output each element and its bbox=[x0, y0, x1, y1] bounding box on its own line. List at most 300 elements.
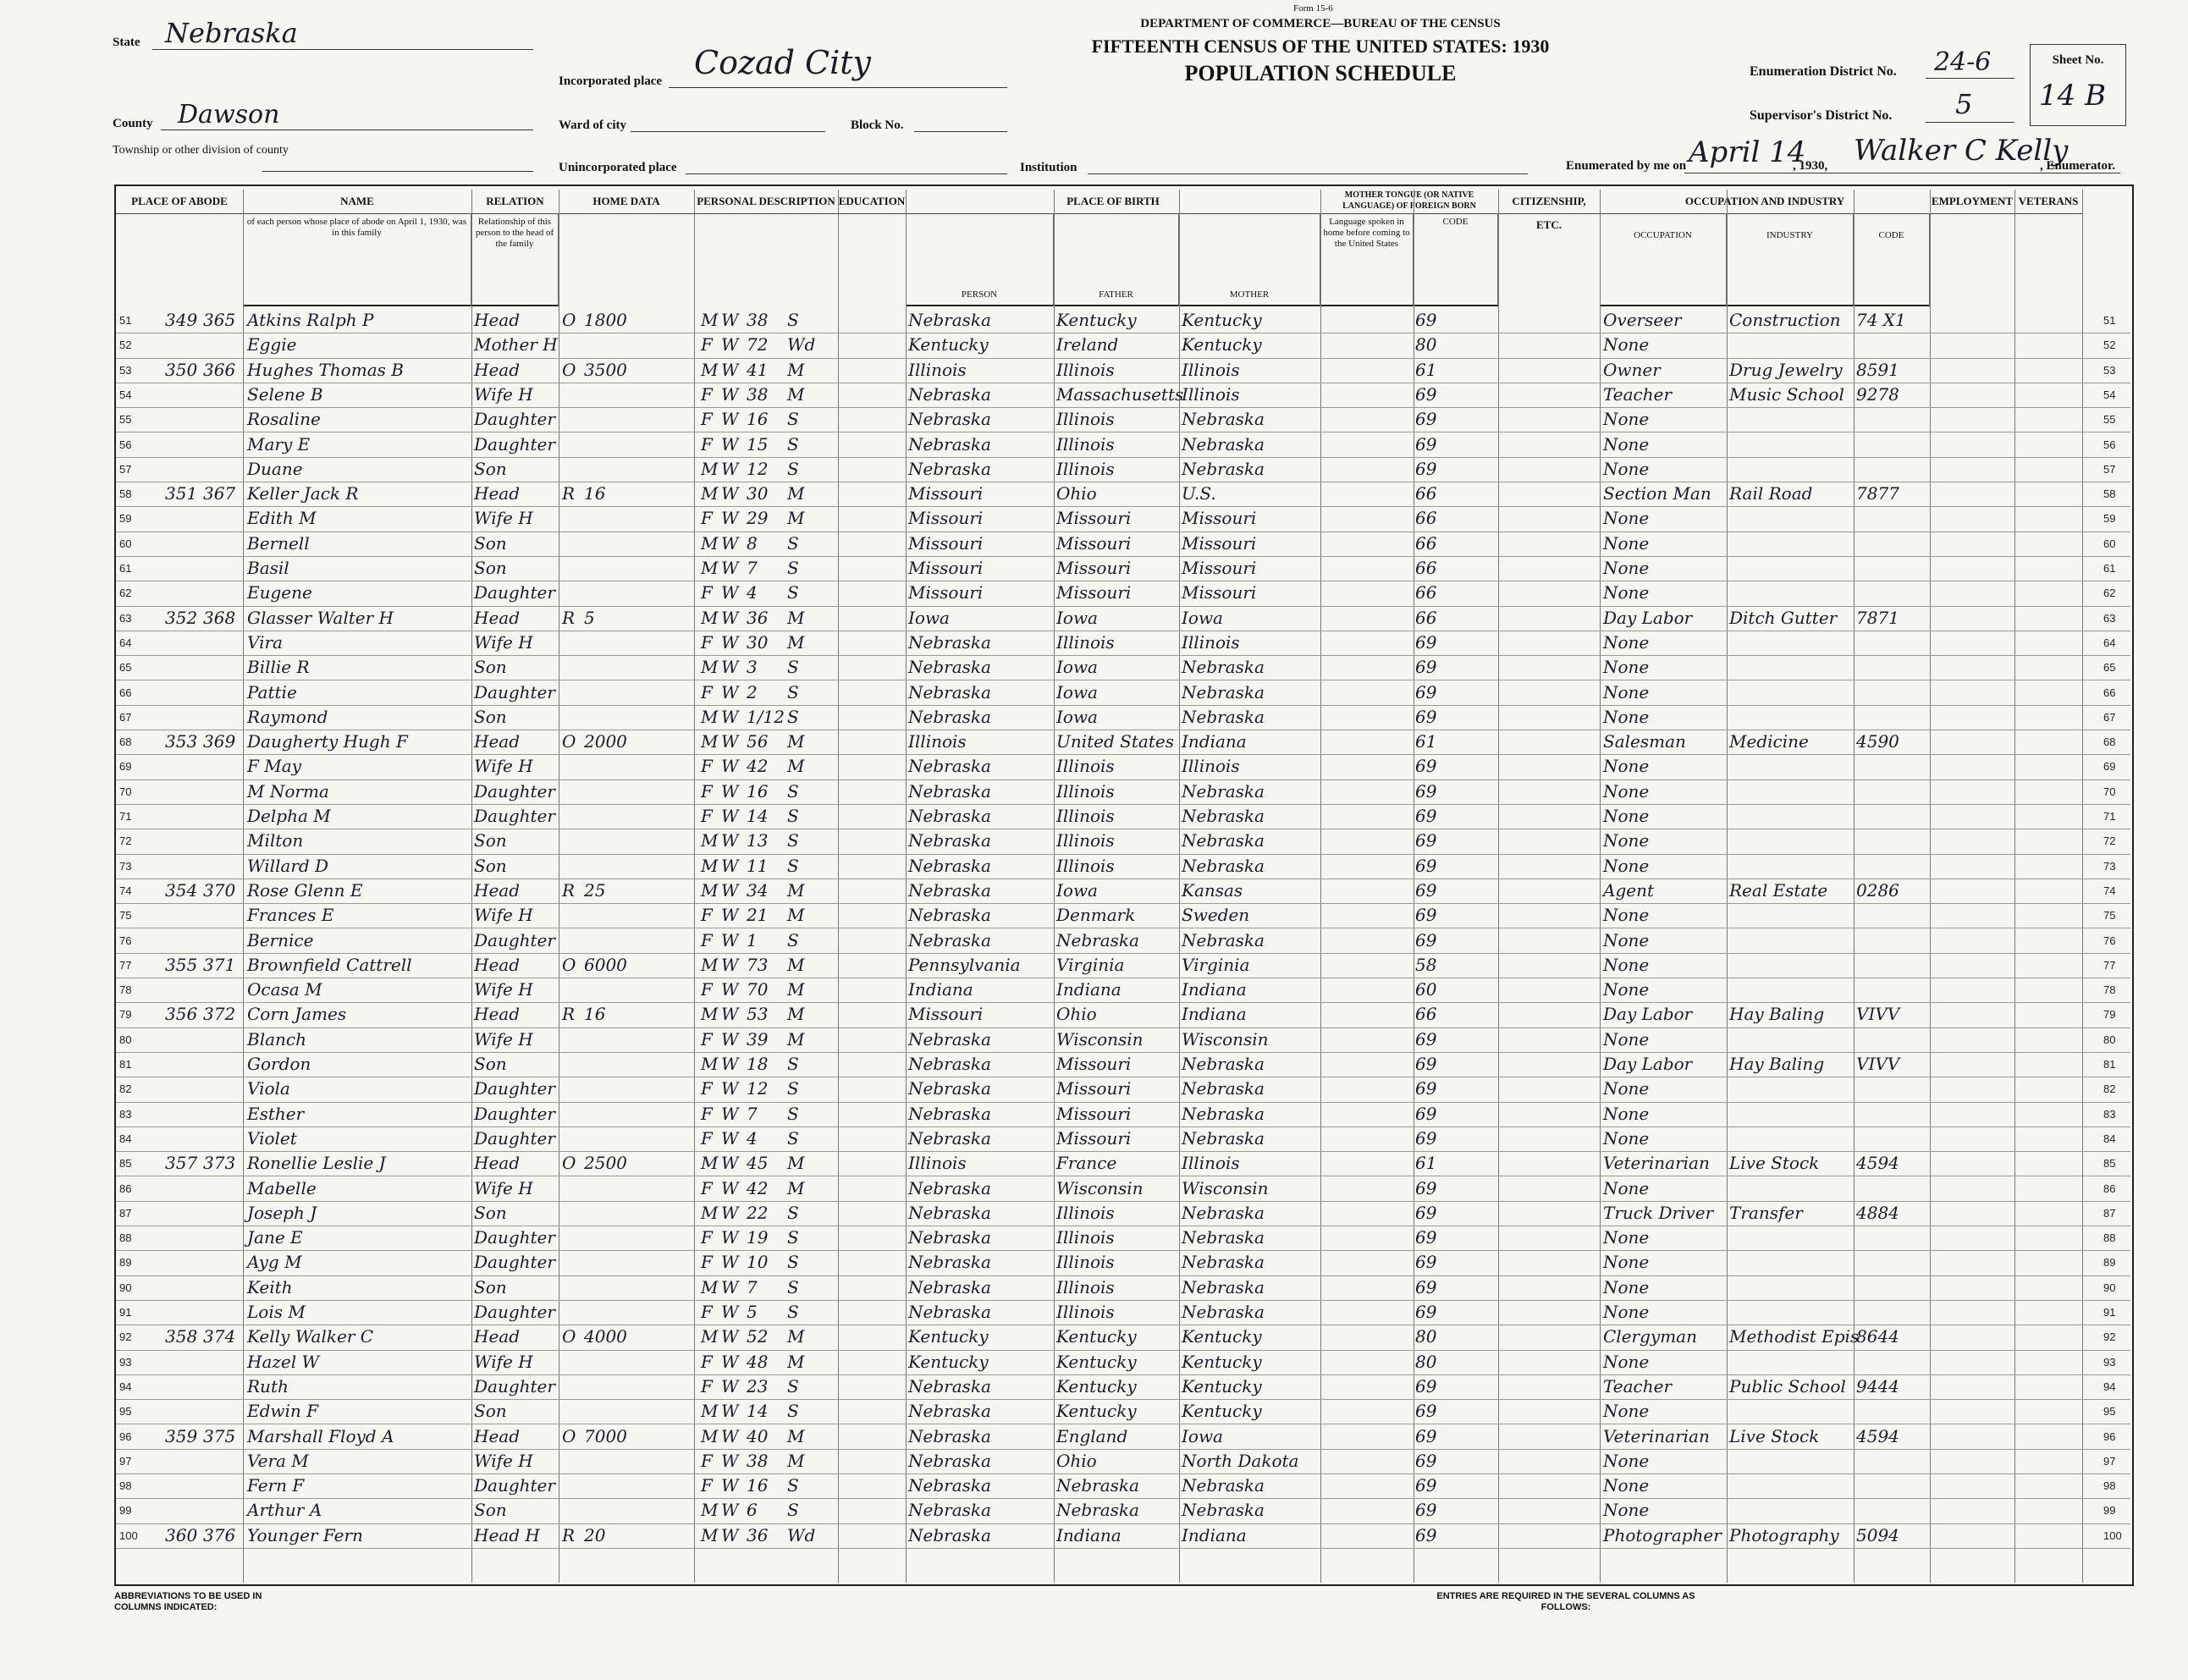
race: W bbox=[721, 1252, 739, 1273]
person-name: Ayg M bbox=[247, 1252, 302, 1273]
table-row bbox=[116, 308, 2130, 333]
occupation-code: 9444 bbox=[1856, 1375, 1899, 1396]
occupation: Veterinarian bbox=[1603, 1153, 1710, 1174]
dwelling-number: 356 bbox=[165, 1004, 198, 1025]
birthplace-father: Ohio bbox=[1056, 1004, 1097, 1025]
line-number-right: 65 bbox=[2103, 661, 2116, 675]
line-number: 93 bbox=[119, 1355, 132, 1369]
birthplace-person: Nebraska bbox=[908, 905, 991, 926]
line-number-right: 95 bbox=[2103, 1405, 2116, 1418]
home-tenure: O bbox=[562, 1326, 576, 1347]
home-value bbox=[584, 1052, 643, 1077]
race: W bbox=[721, 433, 739, 454]
home-value: 1800 bbox=[584, 310, 627, 330]
relation: Son bbox=[474, 458, 507, 479]
age: 15 bbox=[747, 433, 769, 454]
relation: Head bbox=[474, 483, 521, 504]
occupation-code bbox=[1856, 1226, 1928, 1250]
table-row bbox=[116, 655, 2130, 680]
occupation-code: 7871 bbox=[1856, 607, 1899, 628]
age: 22 bbox=[747, 1202, 769, 1223]
birthplace-person: Missouri bbox=[908, 532, 984, 554]
race: W bbox=[721, 1450, 739, 1471]
occupation-code bbox=[1856, 532, 1928, 556]
line-number-right: 91 bbox=[2103, 1306, 2116, 1319]
race: W bbox=[721, 458, 739, 479]
table-row bbox=[116, 1399, 2130, 1424]
state-label: State bbox=[113, 36, 141, 49]
dwelling-number bbox=[165, 680, 203, 705]
unincorporated-label: Unincorporated place bbox=[559, 161, 677, 174]
home-value bbox=[584, 1250, 643, 1275]
occupation: None bbox=[1603, 1450, 1650, 1471]
industry bbox=[1729, 1250, 1852, 1275]
birthplace-father: Illinois bbox=[1056, 359, 1115, 380]
home-value bbox=[584, 779, 643, 804]
dwelling-number: 353 bbox=[165, 731, 198, 752]
industry bbox=[1729, 705, 1852, 730]
age: 5 bbox=[747, 1302, 758, 1322]
person-name: Eugene bbox=[247, 582, 312, 603]
sex: M bbox=[701, 879, 719, 901]
birthplace-father: Illinois bbox=[1056, 458, 1115, 479]
birthplace-person: Missouri bbox=[908, 483, 984, 504]
birthplace-father: Iowa bbox=[1056, 657, 1098, 678]
table-row bbox=[116, 1226, 2130, 1251]
dwelling-number bbox=[165, 457, 203, 482]
birthplace-father: Missouri bbox=[1056, 1103, 1132, 1124]
line-number-right: 73 bbox=[2103, 859, 2116, 873]
birthplace-person: Nebraska bbox=[908, 1524, 991, 1545]
occupation-code: VIVV bbox=[1856, 1054, 1900, 1074]
occupation: Day Labor bbox=[1603, 607, 1693, 628]
line-number: 91 bbox=[119, 1306, 132, 1319]
birthplace-person: Nebraska bbox=[908, 1500, 991, 1521]
line-number-right: 93 bbox=[2103, 1355, 2116, 1369]
sex: F bbox=[701, 905, 713, 926]
family-number bbox=[203, 928, 241, 953]
occupation-code bbox=[1856, 457, 1928, 482]
home-tenure bbox=[562, 1275, 581, 1300]
birthplace-father: Illinois bbox=[1056, 1302, 1115, 1322]
line-number: 61 bbox=[119, 562, 132, 575]
line-number: 78 bbox=[119, 983, 132, 997]
industry bbox=[1729, 1077, 1852, 1101]
occupation-code: VIVV bbox=[1856, 1004, 1900, 1025]
home-value bbox=[584, 581, 643, 605]
line-number-right: 69 bbox=[2103, 760, 2116, 774]
age: 12 bbox=[747, 1078, 769, 1099]
person-name: Rose Glenn E bbox=[247, 879, 363, 901]
enumerated-date: April 14 bbox=[1689, 135, 1806, 169]
race: W bbox=[721, 1475, 739, 1496]
home-value: 25 bbox=[584, 879, 606, 901]
industry bbox=[1729, 854, 1852, 879]
sex: F bbox=[701, 1351, 713, 1372]
dwelling-number bbox=[165, 854, 203, 879]
home-tenure: O bbox=[562, 359, 576, 380]
age: 6 bbox=[747, 1500, 758, 1521]
enumerated-year: , 1930, bbox=[1793, 159, 1828, 173]
table-row bbox=[116, 1449, 2130, 1474]
birthplace-mother: Nebraska bbox=[1182, 409, 1265, 430]
person-name: Blanch bbox=[247, 1028, 306, 1049]
birthplace-code: 69 bbox=[1415, 1375, 1437, 1396]
birthplace-father: Kentucky bbox=[1056, 1401, 1137, 1422]
marital-status: M bbox=[787, 1004, 805, 1025]
birthplace-father: Illinois bbox=[1056, 1202, 1115, 1223]
occupation: None bbox=[1603, 1078, 1650, 1099]
home-tenure bbox=[562, 1201, 581, 1226]
line-number: 66 bbox=[119, 686, 132, 699]
sex: M bbox=[701, 1153, 719, 1174]
sex: F bbox=[701, 508, 713, 529]
home-value bbox=[584, 1300, 643, 1325]
relation: Daughter bbox=[474, 1103, 555, 1124]
family-number bbox=[203, 1275, 241, 1300]
sex: M bbox=[701, 310, 719, 330]
marital-status: S bbox=[787, 706, 799, 727]
age: 38 bbox=[747, 1450, 769, 1471]
birthplace-person: Nebraska bbox=[908, 879, 991, 901]
table-row bbox=[116, 779, 2130, 805]
birthplace-mother: Nebraska bbox=[1182, 830, 1265, 851]
relation: Head bbox=[474, 731, 521, 752]
race: W bbox=[721, 1028, 739, 1049]
occupation: Day Labor bbox=[1603, 1054, 1693, 1074]
home-value bbox=[584, 978, 643, 1002]
dwelling-number bbox=[165, 1473, 203, 1498]
birthplace-person: Nebraska bbox=[908, 458, 991, 479]
enum-district-value: 24-6 bbox=[1934, 47, 1992, 77]
relation: Son bbox=[474, 1054, 507, 1074]
age: 41 bbox=[747, 359, 769, 380]
dwelling-number: 350 bbox=[165, 359, 198, 380]
home-tenure: R bbox=[562, 483, 576, 504]
table-row bbox=[116, 606, 2130, 631]
dwelling-number: 354 bbox=[165, 879, 198, 901]
marital-status: Wd bbox=[787, 334, 816, 355]
family-number bbox=[203, 779, 241, 804]
sex: F bbox=[701, 979, 713, 1000]
home-value bbox=[584, 1374, 643, 1399]
person-name: Rosaline bbox=[247, 409, 321, 430]
occupation: Section Man bbox=[1603, 483, 1711, 504]
line-number-right: 62 bbox=[2103, 587, 2116, 600]
line-number: 80 bbox=[119, 1033, 132, 1046]
sex: F bbox=[701, 1103, 713, 1124]
relation: Daughter bbox=[474, 1127, 555, 1148]
relation: Head bbox=[474, 1004, 521, 1025]
birthplace-code: 69 bbox=[1415, 1177, 1437, 1198]
birthplace-code: 69 bbox=[1415, 1227, 1437, 1248]
occupation: None bbox=[1603, 582, 1650, 603]
birthplace-father: Missouri bbox=[1056, 1127, 1132, 1148]
race: W bbox=[721, 1078, 739, 1099]
marital-status: M bbox=[787, 905, 805, 926]
birthplace-father: Illinois bbox=[1056, 855, 1115, 876]
occupation: Day Labor bbox=[1603, 1004, 1693, 1025]
family-number bbox=[203, 333, 241, 357]
birthplace-mother: Indiana bbox=[1182, 979, 1247, 1000]
marital-status: M bbox=[787, 1450, 805, 1471]
marital-status: S bbox=[787, 310, 799, 330]
line-number-right: 66 bbox=[2103, 686, 2116, 699]
occupation: None bbox=[1603, 1276, 1650, 1297]
line-number-right: 59 bbox=[2103, 512, 2116, 526]
birthplace-father: Massachusetts bbox=[1056, 383, 1184, 405]
sheet-label: Sheet No. bbox=[2052, 53, 2104, 67]
table-row bbox=[116, 754, 2130, 779]
incorporated-value: Cozad City bbox=[694, 44, 871, 81]
birthplace-code: 61 bbox=[1415, 1153, 1437, 1174]
home-value bbox=[584, 1201, 643, 1226]
line-number-right: 74 bbox=[2103, 884, 2116, 897]
occupation: None bbox=[1603, 954, 1650, 975]
occupation: None bbox=[1603, 806, 1650, 826]
race: W bbox=[721, 631, 739, 653]
birthplace-code: 61 bbox=[1415, 731, 1437, 752]
birthplace-father: Iowa bbox=[1056, 879, 1098, 901]
home-tenure bbox=[562, 928, 581, 953]
dwelling-number bbox=[165, 1201, 203, 1226]
age: 38 bbox=[747, 310, 769, 330]
occupation-code bbox=[1856, 407, 1928, 432]
relation: Head bbox=[474, 607, 521, 628]
occupation-code bbox=[1856, 705, 1928, 730]
occupation-code bbox=[1856, 1250, 1928, 1275]
birthplace-mother: Kentucky bbox=[1182, 310, 1262, 330]
line-number: 75 bbox=[119, 909, 132, 923]
person-name: Vera M bbox=[247, 1450, 309, 1471]
line-number: 53 bbox=[119, 363, 132, 377]
birthplace-code: 69 bbox=[1415, 1475, 1437, 1496]
birthplace-mother: Wisconsin bbox=[1182, 1177, 1269, 1198]
line-number: 52 bbox=[119, 339, 132, 352]
birthplace-father: Illinois bbox=[1056, 433, 1115, 454]
enumerator-suffix: , Enumerator. bbox=[2040, 159, 2116, 173]
person-name: Hughes Thomas B bbox=[247, 359, 404, 380]
home-value: 5 bbox=[584, 607, 595, 628]
home-tenure bbox=[562, 383, 581, 407]
home-tenure: R bbox=[562, 879, 576, 901]
birthplace-mother: Missouri bbox=[1182, 558, 1257, 578]
marital-status: S bbox=[787, 1127, 799, 1148]
home-value: 2000 bbox=[584, 731, 627, 752]
occupation-code bbox=[1856, 754, 1928, 779]
family-number bbox=[203, 1077, 241, 1101]
family-number bbox=[203, 854, 241, 879]
marital-status: M bbox=[787, 954, 805, 975]
sheet-box bbox=[2030, 44, 2126, 126]
home-value bbox=[584, 1473, 643, 1498]
occupation-code bbox=[1856, 556, 1928, 581]
occupation-code bbox=[1856, 1275, 1928, 1300]
home-value bbox=[584, 928, 643, 953]
head-father: FATHER bbox=[1054, 213, 1179, 306]
person-name: Mabelle bbox=[247, 1177, 317, 1198]
birthplace-code: 69 bbox=[1415, 1524, 1437, 1545]
family-number bbox=[203, 1473, 241, 1498]
race: W bbox=[721, 409, 739, 430]
race: W bbox=[721, 929, 739, 950]
table-row bbox=[116, 631, 2130, 656]
marital-status: S bbox=[787, 806, 799, 826]
birthplace-person: Nebraska bbox=[908, 1054, 991, 1074]
marital-status: M bbox=[787, 756, 805, 777]
birthplace-person: Illinois bbox=[908, 731, 967, 752]
person-name: Atkins Ralph P bbox=[247, 310, 374, 330]
birthplace-mother: Missouri bbox=[1182, 532, 1257, 554]
home-tenure bbox=[562, 1102, 581, 1126]
relation: Daughter bbox=[474, 929, 555, 950]
occupation-code bbox=[1856, 804, 1928, 829]
sex: F bbox=[701, 1227, 713, 1248]
line-number-right: 52 bbox=[2103, 339, 2116, 352]
marital-status: S bbox=[787, 855, 799, 876]
home-value bbox=[584, 829, 643, 853]
line-number-right: 71 bbox=[2103, 810, 2116, 823]
occupation-code: 4590 bbox=[1856, 731, 1899, 752]
person-name: Vira bbox=[247, 631, 283, 653]
sex: M bbox=[701, 954, 719, 975]
dwelling-number bbox=[165, 705, 203, 730]
occupation-code bbox=[1856, 333, 1928, 357]
family-number: 371 bbox=[203, 954, 236, 975]
age: 7 bbox=[747, 1103, 758, 1124]
family-number bbox=[203, 1399, 241, 1424]
industry: Photography bbox=[1729, 1524, 1839, 1545]
person-name: Corn James bbox=[247, 1004, 347, 1025]
age: 45 bbox=[747, 1153, 769, 1174]
family-number bbox=[203, 804, 241, 829]
county-value: Dawson bbox=[178, 100, 280, 129]
home-value bbox=[584, 457, 643, 482]
age: 11 bbox=[747, 855, 769, 876]
occupation: None bbox=[1603, 780, 1650, 801]
birthplace-father: Illinois bbox=[1056, 1252, 1115, 1273]
birthplace-code: 69 bbox=[1415, 830, 1437, 851]
race: W bbox=[721, 905, 739, 926]
person-name: Kelly Walker C bbox=[247, 1326, 374, 1347]
occupation-code bbox=[1856, 655, 1928, 680]
line-number: 69 bbox=[119, 760, 132, 774]
relation: Head bbox=[474, 879, 521, 901]
birthplace-father: Wisconsin bbox=[1056, 1028, 1144, 1049]
family-number bbox=[203, 581, 241, 605]
home-value bbox=[584, 333, 643, 357]
birthplace-person: Illinois bbox=[908, 359, 967, 380]
birthplace-mother: U.S. bbox=[1182, 483, 1216, 504]
dwelling-number bbox=[165, 532, 203, 556]
person-name: Jane E bbox=[247, 1227, 303, 1248]
group-home-data: HOME DATA bbox=[559, 190, 695, 214]
sex: M bbox=[701, 483, 719, 504]
home-value bbox=[584, 1350, 643, 1374]
family-number bbox=[203, 1126, 241, 1151]
occupation: None bbox=[1603, 979, 1650, 1000]
sex: M bbox=[701, 607, 719, 628]
occupation: Truck Driver bbox=[1603, 1202, 1714, 1223]
birthplace-mother: Nebraska bbox=[1182, 806, 1265, 826]
dwelling-number: 349 bbox=[165, 310, 198, 330]
person-name: Joseph J bbox=[247, 1202, 317, 1223]
birthplace-person: Nebraska bbox=[908, 1276, 991, 1297]
race: W bbox=[721, 681, 739, 702]
dwelling-number bbox=[165, 1226, 203, 1250]
line-number-right: 94 bbox=[2103, 1380, 2116, 1393]
line-number-right: 88 bbox=[2103, 1231, 2116, 1245]
birthplace-mother: Illinois bbox=[1182, 383, 1240, 405]
birthplace-code: 69 bbox=[1415, 855, 1437, 876]
relation: Head bbox=[474, 1326, 521, 1347]
home-value bbox=[584, 903, 643, 928]
sex: M bbox=[701, 855, 719, 876]
marital-status: M bbox=[787, 1326, 805, 1347]
birthplace-person: Nebraska bbox=[908, 855, 991, 876]
occupation-code bbox=[1856, 779, 1928, 804]
sex: F bbox=[701, 383, 713, 405]
birthplace-father: Denmark bbox=[1056, 905, 1136, 926]
birthplace-code: 69 bbox=[1415, 780, 1437, 801]
age: 73 bbox=[747, 954, 769, 975]
age: 72 bbox=[747, 334, 769, 355]
table-row bbox=[116, 432, 2130, 458]
dwelling-number bbox=[165, 556, 203, 581]
occupation: None bbox=[1603, 1475, 1650, 1496]
sex: M bbox=[701, 532, 719, 554]
birthplace-father: Missouri bbox=[1056, 1078, 1132, 1099]
head-code: CODE bbox=[1414, 213, 1498, 306]
line-number: 55 bbox=[119, 413, 132, 427]
line-number: 64 bbox=[119, 636, 132, 649]
birthplace-person: Nebraska bbox=[908, 433, 991, 454]
race: W bbox=[721, 855, 739, 876]
home-value bbox=[584, 1449, 643, 1473]
birthplace-person: Nebraska bbox=[908, 806, 991, 826]
occupation: None bbox=[1603, 532, 1650, 554]
relation: Daughter bbox=[474, 1475, 555, 1496]
sex: F bbox=[701, 409, 713, 430]
supervisor-label: Supervisor's District No. bbox=[1750, 108, 1893, 123]
home-value bbox=[584, 1176, 643, 1201]
birthplace-mother: Nebraska bbox=[1182, 1054, 1265, 1074]
birthplace-father: United States bbox=[1056, 731, 1174, 752]
group-mother-tongue: MOTHER TONGUE (OR NATIVE LANGUAGE) OF FOREIGN BORN bbox=[1320, 190, 1499, 214]
person-name: Basil bbox=[247, 558, 289, 578]
line-number: 83 bbox=[119, 1107, 132, 1121]
relation: Head bbox=[474, 310, 521, 330]
occupation: None bbox=[1603, 1401, 1650, 1422]
person-name: Younger Fern bbox=[247, 1524, 363, 1545]
birthplace-person: Nebraska bbox=[908, 1302, 991, 1322]
occupation-code bbox=[1856, 506, 1928, 531]
occupation: None bbox=[1603, 929, 1650, 950]
industry bbox=[1729, 556, 1852, 581]
industry bbox=[1729, 1027, 1852, 1052]
age: 19 bbox=[747, 1227, 769, 1248]
marital-status: M bbox=[787, 607, 805, 628]
person-name: Esther bbox=[247, 1103, 305, 1124]
line-number-right: 76 bbox=[2103, 934, 2116, 947]
race: W bbox=[721, 1202, 739, 1223]
occupation: None bbox=[1603, 855, 1650, 876]
table-row bbox=[116, 1151, 2130, 1176]
occupation-code: 74 X1 bbox=[1856, 310, 1906, 330]
marital-status: S bbox=[787, 1475, 799, 1496]
home-value: 4000 bbox=[584, 1326, 627, 1347]
relation: Head bbox=[474, 954, 521, 975]
